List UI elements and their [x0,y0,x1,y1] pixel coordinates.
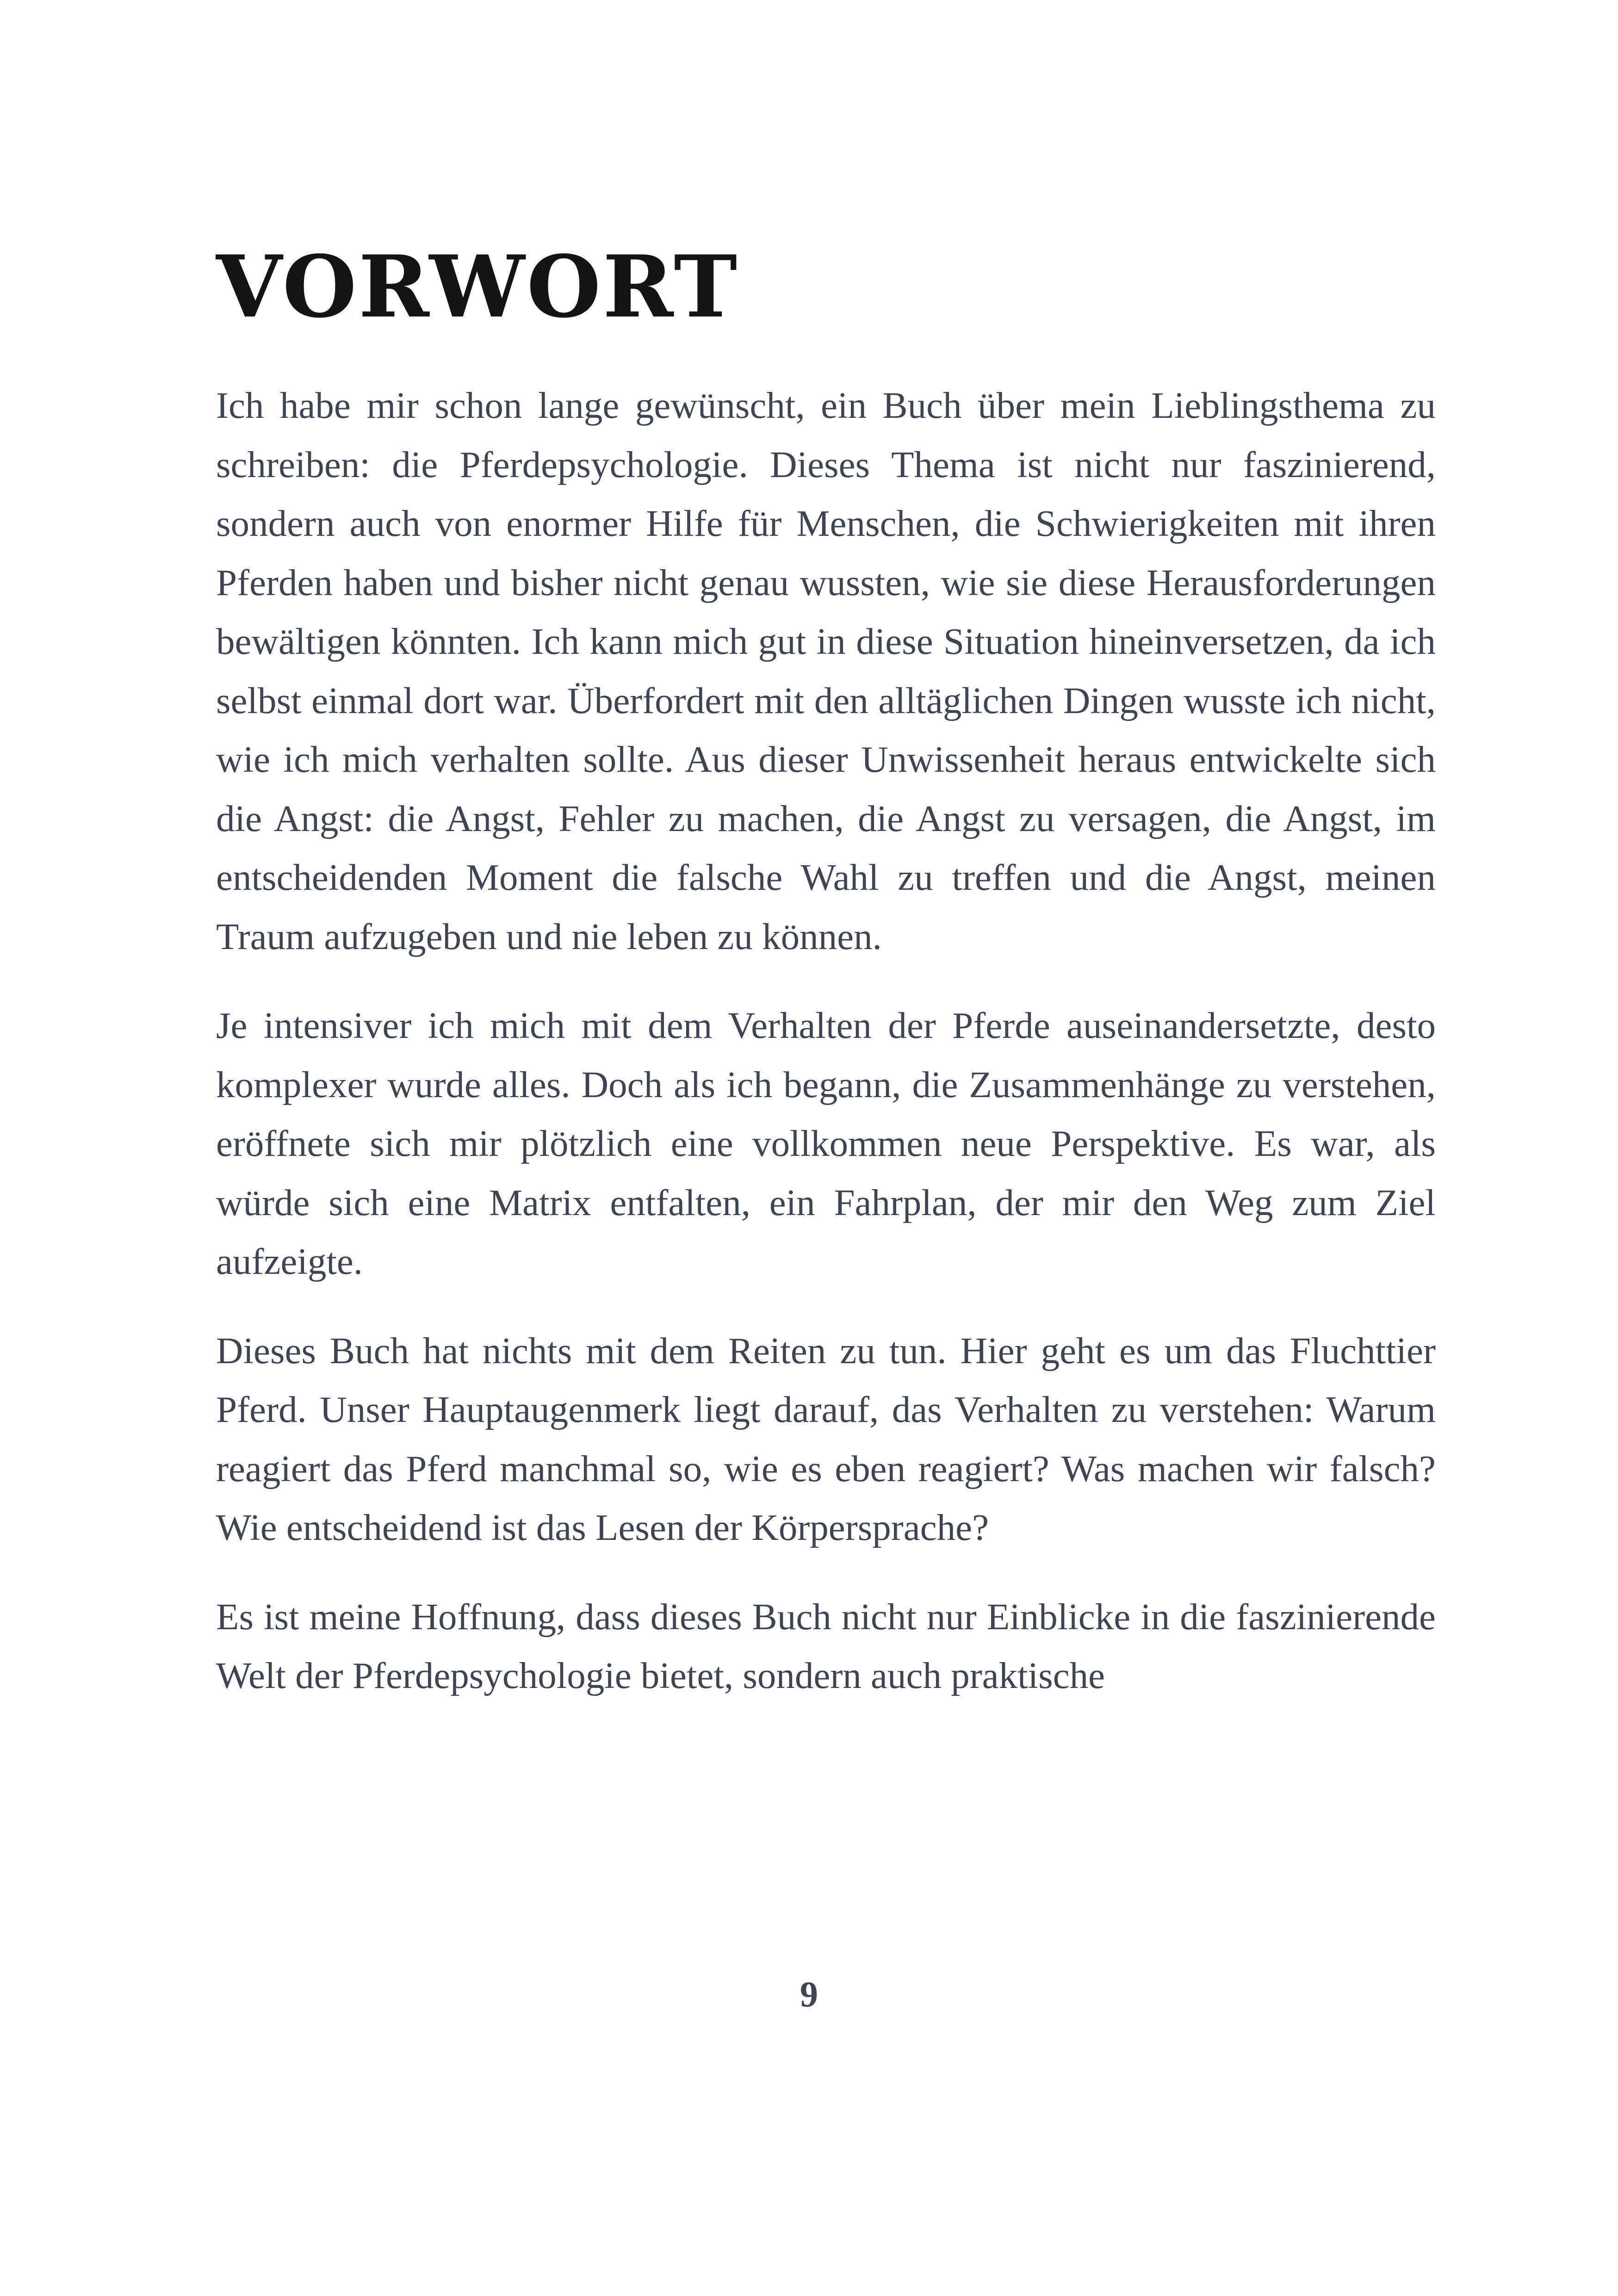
body-text [216,376,1436,1736]
chapter-heading: VORWORT [216,237,739,337]
page-number: 9 [800,1974,818,2014]
paragraph-4: Es ist meine Hoffnung, dass dieses Buch nicht nur Einblicke in die faszinierende Welt der Pferdepsychologie bietet, sondern auch praktische [216,1595,1436,1696]
paragraph-2: Je intensiver ich mich mit dem Verhalten der Pferde auseinandersetzte, desto komplexer wurde alles. Doch als ich begann, die Zusammenhänge zu verstehen, eröffnete sich mir plötzlich eine vollkommen neue Perspektive. Es war, als würde sich eine Matrix entfalten, ein Fahrplan, der mir den Weg zum Ziel aufzeigte. [216,1005,1436,1282]
paragraph-3: Dieses Buch hat nichts mit dem Reiten zu tun. Hier geht es um das Fluchttier Pferd. Unser Hauptaugenmerk liegt darauf, das Verhalten zu verstehen: Warum reagiert das Pferd manchmal so, wie es eben reagiert? Was machen wir falsch? Wie entscheidend ist das Lesen der Körpersprache? [216,1329,1436,1548]
paragraph-1: Ich habe mir schon lange gewünscht, ein Buch über mein Lieblingsthema zu schreiben: die Pferdepsychologie. Dieses Thema ist nicht nur faszinierend, sondern auch von enormer Hilfe für Menschen, die Schwierigkeiten mit ihren Pferden haben und bisher nicht genau wussten, wie sie diese Herausforderungen bewältigen könnten. Ich kann mich gut in diese Situation hineinversetzen, da ich selbst einmal dort war. Überfordert mit den alltäglichen Dingen wusste ich nicht, wie ich mich verhalten sollte. Aus dieser Unwissenheit heraus entwickelte sich die Angst: die Angst, Fehler zu machen, die Angst zu versagen, die Angst, im entscheidenden Moment die falsche Wahl zu treffen und die Angst, meinen Traum aufzugeben und nie leben zu können. [216,385,1436,957]
